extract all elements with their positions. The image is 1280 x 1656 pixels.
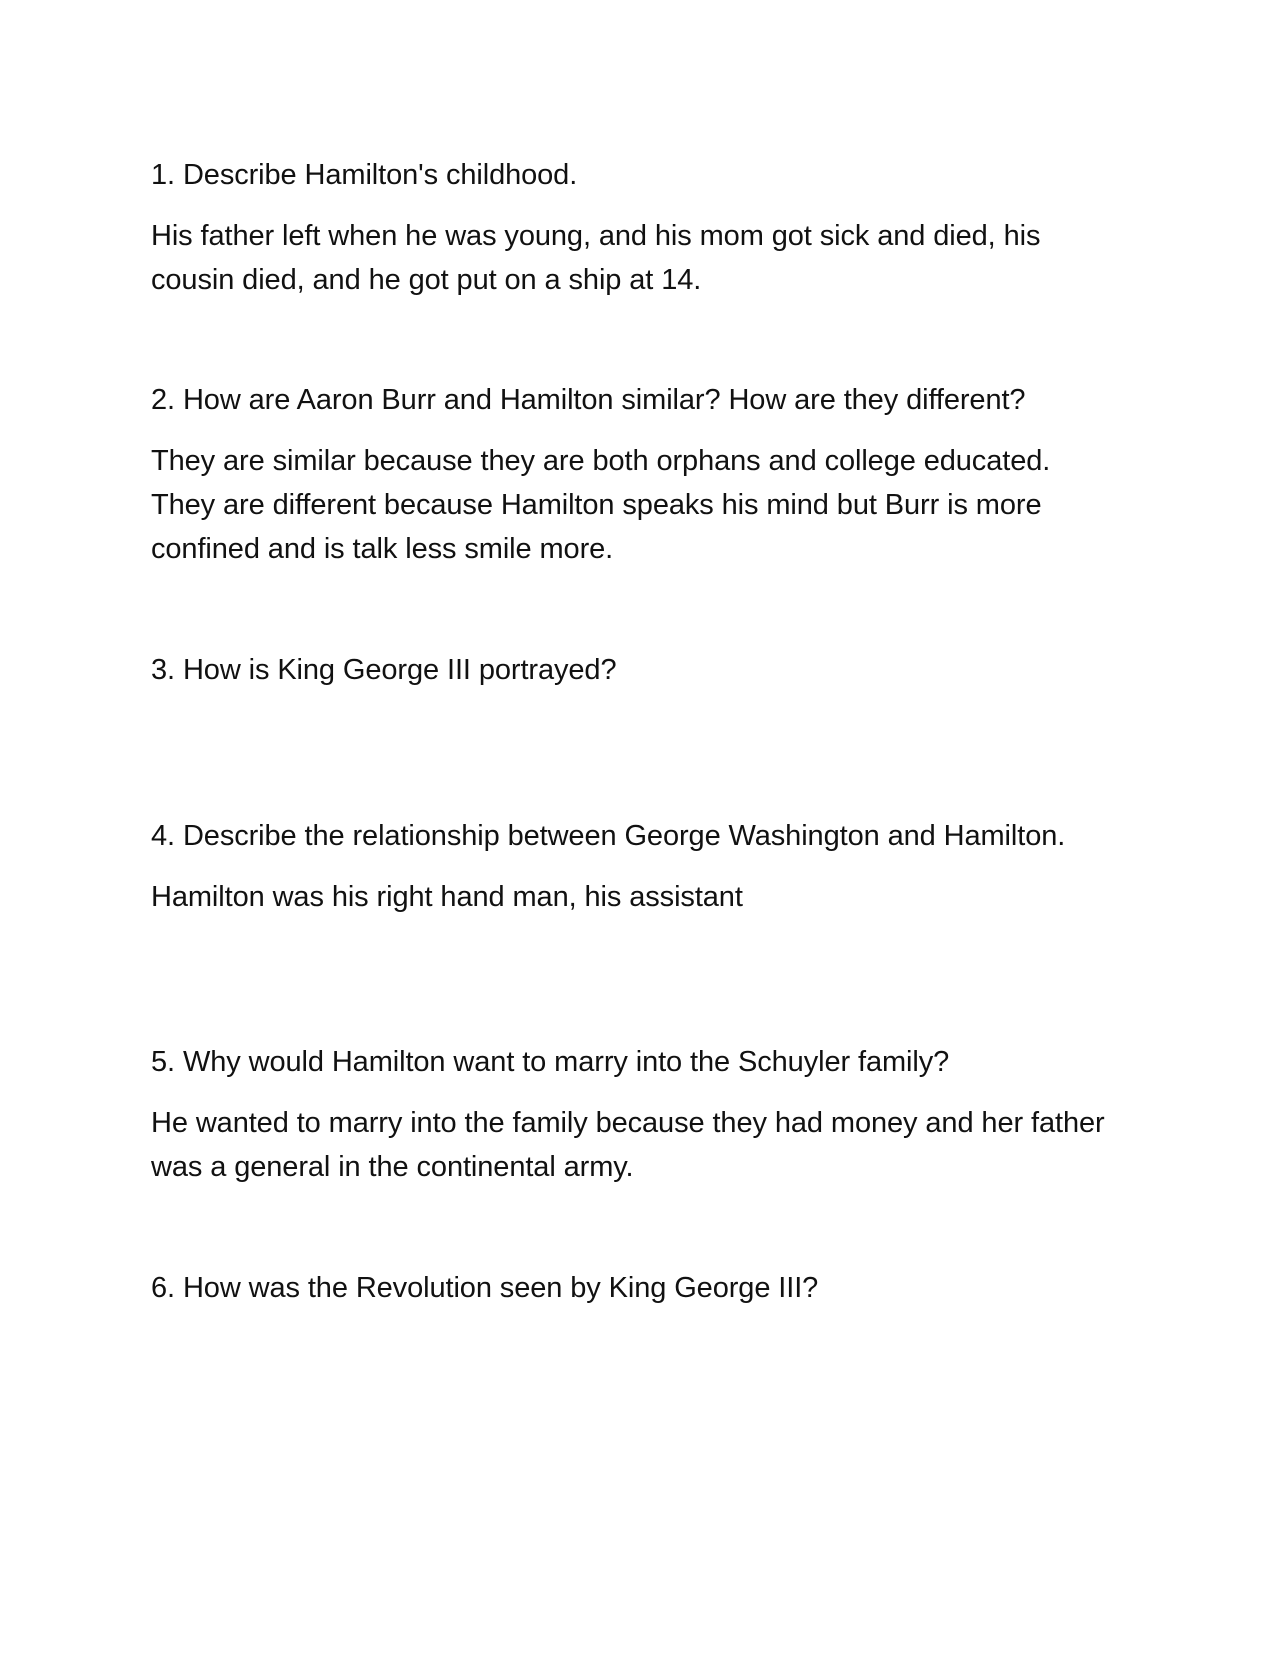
worksheet-content (151, 153, 1111, 1310)
qa-item-2 (151, 378, 1111, 648)
question-6: 6. How was the Revolution seen by King George III? (151, 1272, 819, 1304)
question-4: 4. Describe the relationship between George Washington and Hamilton. (151, 820, 1066, 852)
answer-1: His father left when he was young, and his mom got sick and died, his cousin died, and he got put on a ship at 14. (151, 220, 1041, 296)
question-1: 1. Describe Hamilton's childhood. (151, 159, 578, 191)
qa-item-4 (151, 814, 1111, 1040)
answer-4: Hamilton was his right hand man, his assistant (151, 881, 743, 913)
question-5: 5. Why would Hamilton want to marry into the Schuyler family? (151, 1046, 950, 1078)
answer-2: They are similar because they are both orphans and college educated. They are different because Hamilton speaks his mind but Burr is more confined and is talk less smile more. (151, 445, 1051, 565)
question-2: 2. How are Aaron Burr and Hamilton similar? How are they different? (151, 384, 1026, 416)
qa-item-1 (151, 153, 1111, 378)
qa-item-6 (151, 1266, 1111, 1310)
qa-item-5 (151, 1040, 1111, 1266)
answer-5: He wanted to marry into the family because they had money and her father was a general in the continental army. (151, 1107, 1105, 1183)
question-3: 3. How is King George III portrayed? (151, 654, 617, 686)
qa-item-3 (151, 648, 1111, 814)
